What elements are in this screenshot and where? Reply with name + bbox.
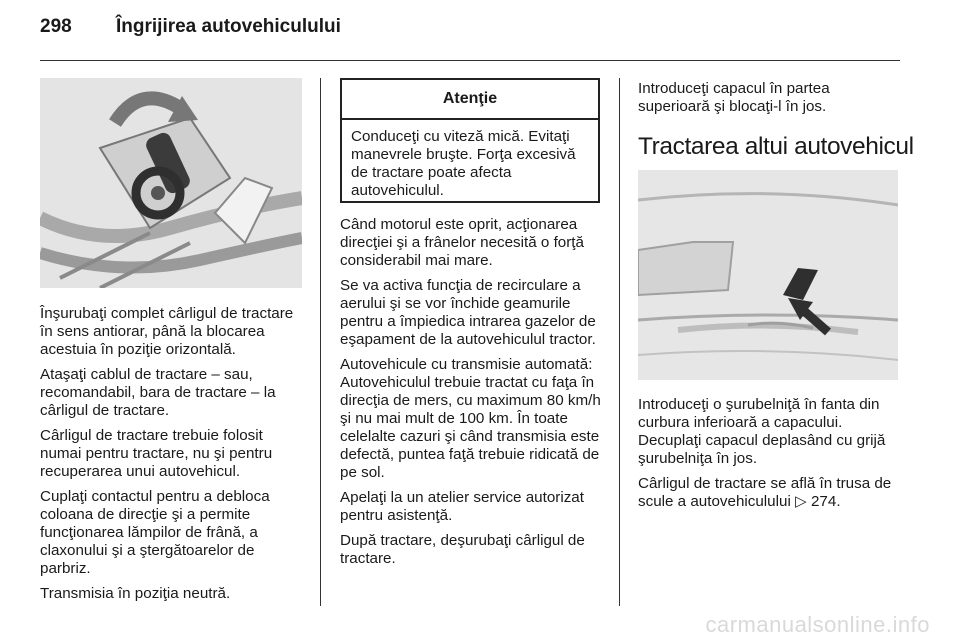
col3-reference-paragraph [638,475,904,511]
col1-paragraph: Transmisia în poziţia neutră. [40,585,231,602]
col1-paragraph: Ataşaţi cablul de tractare – sau, recomandabil, bara de tractare – la cârligul de tractare. [40,366,276,419]
warning-box [340,78,600,203]
col3-intro [638,80,902,123]
page-title: Îngrijirea autovehiculului [116,16,341,37]
column-divider-left [320,78,321,606]
col2-paragraph: Se va activa funcţia de recirculare a aerului şi se vor închide geamurile pentru a împiedica intrarea gazelor de eşapament de la autovehiculul tractor. [340,277,596,348]
col3-text [638,396,904,518]
header-rule [40,60,900,61]
column-divider-right [619,78,620,606]
col2-paragraph: Când motorul este oprit, acţionarea direcţiei şi a frânelor necesită o forţă considerabil mai mare. [340,216,584,269]
col1-paragraph: Înşurubaţi complet cârligul de tractare în sens antiorar, până la blocarea acestuia în poziţie orizontală. [40,305,294,358]
col3-reference-page[interactable]: 274. [810,493,841,510]
page-ref-icon[interactable]: ▷ [795,493,807,510]
col3-intro-paragraph: Introduceţi capacul în partea superioară şi blocaţi-l în jos. [638,80,830,115]
watermark: carmanualsonline.info [705,612,930,637]
col1-paragraph: Cuplaţi contactul pentru a debloca coloana de direcţie şi a permite funcţionarea lămpilor de frână, a claxonului şi a ştergătoarelor de parbriz. [40,488,270,577]
col2-paragraph: Apelaţi la un atelier service autorizat pentru asistenţă. [340,489,584,524]
warning-body: Conduceţi cu viteză mică. Evitaţi manevrele bruşte. Forţa excesivă de tractare poate afecta autovehiculul. [351,128,576,199]
col1-text [40,305,306,610]
col3-paragraph: Introduceţi o şurubelniţă în fanta din curbura inferioară a capacului. Decuplaţi capacul deplasând cu grijă şurubelniţa în jos. [638,396,886,467]
col2-paragraph: După tractare, deşurubaţi cârligul de tractare. [340,532,585,567]
bumper-cover-figure [638,170,898,380]
col3-reference-text: Cârligul de tractare se află în trusa de scule a autovehiculului [638,475,892,510]
col1-paragraph: Cârligul de tractare trebuie folosit numai pentru tractare, nu şi pentru recuperarea unui autovehicul. [40,427,273,480]
section-title: Tractarea altui autovehicul [638,133,914,160]
warning-title: Atenţie [342,80,598,120]
col2-text [340,216,604,575]
col2-paragraph: Autovehicule cu transmisie automată: Autovehiculul trebuie tractat cu faţa în direcţia de mers, cu maximum 80 km/h şi nu mai mult de 100 km. În toate celelalte cazuri şi când transmisia este defectă, puntea faţă trebuie ridicată de pe sol. [340,356,601,481]
tow-hook-install-figure [40,78,302,288]
page-number: 298 [40,16,72,37]
